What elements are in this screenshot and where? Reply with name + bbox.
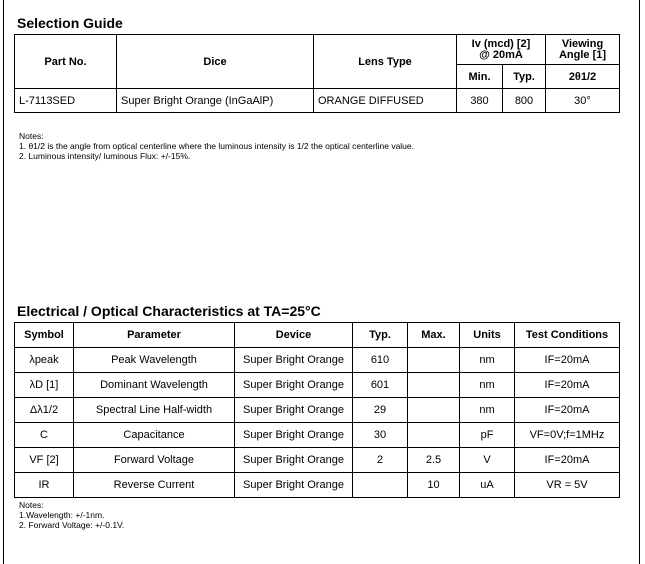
- note-line: 2. Luminous intensity/ luminous Flux: +/-15%.: [19, 151, 191, 161]
- electrical-title: Electrical / Optical Characteristics at TA=25°C: [17, 303, 321, 319]
- cell-parameter: Spectral Line Half-width: [74, 398, 235, 423]
- cell-typ: 2: [353, 448, 408, 473]
- header-device: Device: [235, 323, 353, 348]
- cell-dice: Super Bright Orange (InGaAlP): [117, 89, 314, 113]
- header-viewing-label: Viewing: [561, 37, 604, 50]
- cell-units: pF: [460, 423, 515, 448]
- selection-guide-title: Selection Guide: [17, 15, 123, 31]
- header-typ: Typ.: [503, 65, 546, 89]
- cell-symbol: C: [15, 423, 74, 448]
- cell-device: Super Bright Orange: [235, 448, 353, 473]
- cell-device: Super Bright Orange: [235, 398, 353, 423]
- cell-max: [408, 373, 460, 398]
- cell-symbol: Δλ1/2: [15, 398, 74, 423]
- notes-heading: Notes:: [19, 500, 44, 510]
- cell-parameter: Reverse Current: [74, 473, 235, 498]
- cell-symbol: λpeak: [15, 348, 74, 373]
- header-max: Max.: [408, 323, 460, 348]
- header-iv-label: Iv (mcd) [2]: [471, 37, 531, 50]
- cell-iv-min: 380: [457, 89, 503, 113]
- header-symbol: Symbol: [15, 323, 74, 348]
- cell-test-conditions: IF=20mA: [515, 348, 620, 373]
- cell-device: Super Bright Orange: [235, 473, 353, 498]
- selection-guide-table: [14, 34, 620, 113]
- table-row: [15, 448, 620, 473]
- cell-max: 10: [408, 473, 460, 498]
- electrical-table: [14, 322, 620, 498]
- header-iv: [457, 35, 546, 65]
- cell-typ: [353, 473, 408, 498]
- cell-typ: 610: [353, 348, 408, 373]
- table-row: [15, 398, 620, 423]
- header-part-no: Part No.: [15, 35, 117, 89]
- cell-symbol: IR: [15, 473, 74, 498]
- cell-parameter: Dominant Wavelength: [74, 373, 235, 398]
- header-typ: Typ.: [353, 323, 408, 348]
- page-border-left: [3, 0, 4, 564]
- cell-units: V: [460, 448, 515, 473]
- cell-test-conditions: IF=20mA: [515, 448, 620, 473]
- cell-test-conditions: IF=20mA: [515, 373, 620, 398]
- cell-viewing-angle: 30°: [546, 89, 620, 113]
- cell-units: nm: [460, 373, 515, 398]
- cell-max: [408, 348, 460, 373]
- cell-parameter: Forward Voltage: [74, 448, 235, 473]
- header-min: Min.: [457, 65, 503, 89]
- cell-parameter: Capacitance: [74, 423, 235, 448]
- cell-device: Super Bright Orange: [235, 373, 353, 398]
- header-lens-type: Lens Type: [314, 35, 457, 89]
- header-dice: Dice: [117, 35, 314, 89]
- header-units: Units: [460, 323, 515, 348]
- page-border-right: [639, 0, 640, 564]
- cell-symbol: VF [2]: [15, 448, 74, 473]
- header-iv-condition: @ 20mA: [479, 48, 523, 61]
- cell-test-conditions: VF=0V;f=1MHz: [515, 423, 620, 448]
- note-line: 1.Wavelength: +/-1nm.: [19, 510, 105, 520]
- table-row: [15, 373, 620, 398]
- table-row: [15, 423, 620, 448]
- note-line: 1. θ1/2 is the angle from optical centerline where the luminous intensity is 1/2 the optical centerline value.: [19, 141, 415, 151]
- cell-device: Super Bright Orange: [235, 348, 353, 373]
- header-viewing-label-2: Angle [1]: [558, 48, 607, 61]
- cell-typ: 601: [353, 373, 408, 398]
- cell-part-no: L-7113SED: [15, 89, 117, 113]
- notes-heading: Notes:: [19, 131, 44, 141]
- cell-test-conditions: VR = 5V: [515, 473, 620, 498]
- cell-max: 2.5: [408, 448, 460, 473]
- electrical-notes: [19, 500, 124, 530]
- cell-lens-type: ORANGE DIFFUSED: [314, 89, 457, 113]
- cell-device: Super Bright Orange: [235, 423, 353, 448]
- cell-typ: 30: [353, 423, 408, 448]
- cell-symbol: λD [1]: [15, 373, 74, 398]
- table-row: [15, 348, 620, 373]
- cell-units: uA: [460, 473, 515, 498]
- cell-iv-typ: 800: [503, 89, 546, 113]
- note-line: 2. Forward Voltage: +/-0.1V.: [19, 520, 125, 530]
- header-parameter: Parameter: [74, 323, 235, 348]
- cell-typ: 29: [353, 398, 408, 423]
- cell-units: nm: [460, 348, 515, 373]
- cell-test-conditions: IF=20mA: [515, 398, 620, 423]
- cell-max: [408, 398, 460, 423]
- table-row: [15, 473, 620, 498]
- selection-guide-notes: [19, 131, 414, 161]
- header-viewing-angle: [546, 35, 620, 65]
- header-test-conditions: Test Conditions: [515, 323, 620, 348]
- header-angle-symbol: 2θ1/2: [546, 65, 620, 89]
- cell-max: [408, 423, 460, 448]
- cell-units: nm: [460, 398, 515, 423]
- cell-parameter: Peak Wavelength: [74, 348, 235, 373]
